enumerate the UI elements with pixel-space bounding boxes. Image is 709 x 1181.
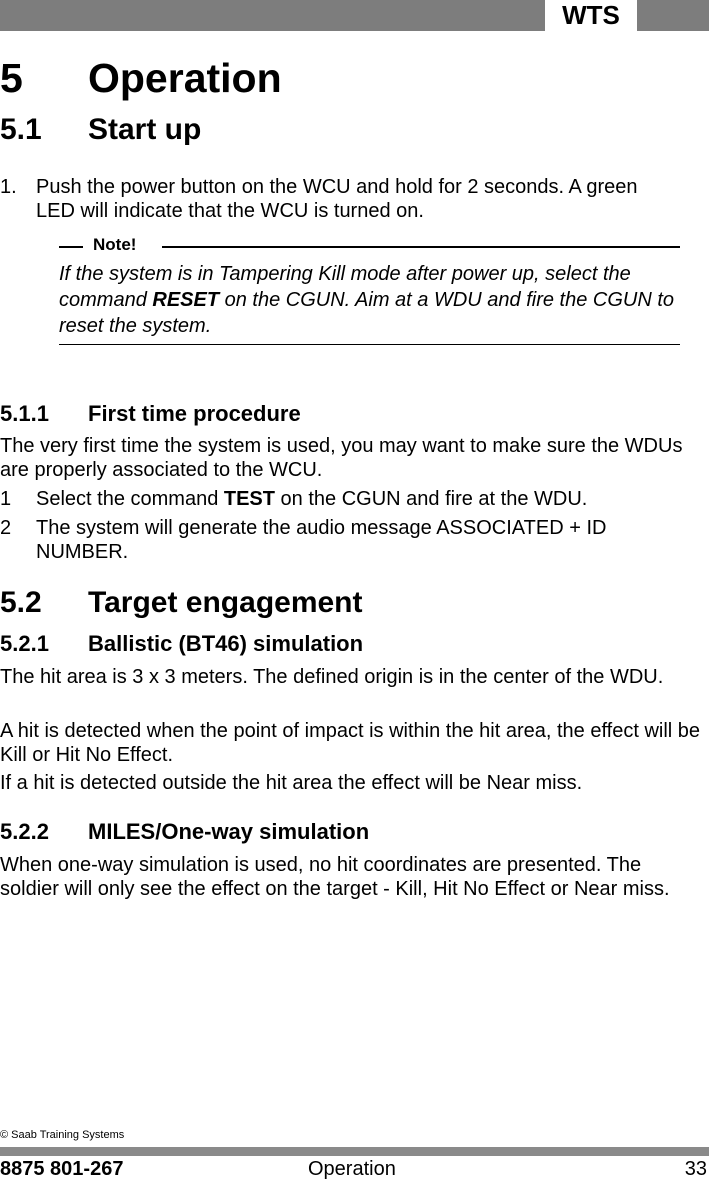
section-title: First time procedure <box>88 401 301 426</box>
step-command: TEST <box>223 488 275 510</box>
section-title: Target engagement <box>88 586 363 619</box>
chapter-number: 5 <box>0 55 23 101</box>
section-title: Start up <box>88 113 202 146</box>
note-text-after: on the CGUN. Aim at a WDU and fire the CGUN to reset the system. <box>59 289 675 337</box>
paragraph: If a hit is detected outside the hit area the effect will be Near miss. <box>0 772 583 794</box>
section-number: 5.1 <box>0 113 42 146</box>
chapter-heading <box>0 54 709 102</box>
section-5-2-2-heading <box>0 818 709 846</box>
paragraph: A hit is detected when the point of impact is within the hit area, the effect will be Kill or Hit No Effect. <box>0 720 701 766</box>
header-bar-left <box>0 0 545 31</box>
note-label: Note! <box>93 235 137 254</box>
section-number: 5.2.1 <box>0 631 49 656</box>
section-5-2-1-heading <box>0 630 709 658</box>
paragraph: The hit area is 3 x 3 meters. The defined origin is in the center of the WDU. <box>0 666 664 688</box>
step-number: 1. <box>0 176 17 198</box>
step-text-before: Select the command <box>36 488 224 510</box>
procedure-step-text: The system will generate the audio message ASSOCIATED + ID NUMBER. <box>36 517 607 563</box>
section-5-1-heading <box>0 112 709 148</box>
note-text <box>59 261 684 339</box>
document-number: 8875 801-267 <box>0 1158 124 1180</box>
page-number: 33 <box>684 1158 707 1180</box>
note-rule-left <box>59 246 83 248</box>
procedure-intro: The very first time the system is used, you may want to make sure the WDUs are properly associated to the WCU. <box>0 435 683 481</box>
section-number: 5.1.1 <box>0 401 49 426</box>
procedure-step-text <box>36 487 696 511</box>
procedure-step-number: 2 <box>0 517 12 539</box>
procedure-step-number: 1 <box>0 488 12 510</box>
header-title: WTS <box>562 0 620 30</box>
chapter-title: Operation <box>88 55 282 101</box>
footer-section-name: Operation <box>308 1158 396 1180</box>
paragraph: When one-way simulation is used, no hit coordinates are presented. The soldier will only see the effect on the target - Kill, Hit No Effect or Near miss. <box>0 854 670 900</box>
note-command: RESET <box>152 289 220 311</box>
copyright: © Saab Training Systems <box>0 1129 125 1141</box>
section-5-2-heading <box>0 585 709 621</box>
section-number: 5.2.2 <box>0 819 49 844</box>
note-text-before: If the system is in Tampering Kill mode after power up, select the command <box>59 263 631 311</box>
step-text: Push the power button on the WCU and hold for 2 seconds. A green LED will indicate that the WCU is turned on. <box>36 176 638 222</box>
section-title: MILES/One-way simulation <box>88 819 370 844</box>
section-number: 5.2 <box>0 586 42 619</box>
header-bar-right <box>637 0 709 31</box>
section-5-1-1-heading <box>0 400 709 428</box>
step-text-after: on the CGUN and fire at the WDU. <box>275 488 588 510</box>
note-rule-right <box>162 246 680 248</box>
note-rule-bottom <box>59 344 680 345</box>
section-title: Ballistic (BT46) simulation <box>88 631 364 656</box>
footer-bar <box>0 1147 709 1156</box>
